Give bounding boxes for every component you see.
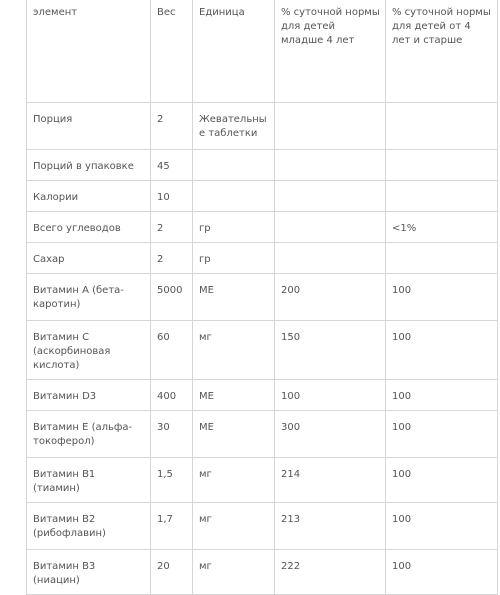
table-cell: 2	[151, 212, 193, 243]
table-cell: Витамин В3 (ниацин)	[27, 550, 151, 595]
table-cell: Порция	[27, 103, 151, 150]
table-cell: МЕ	[193, 274, 275, 321]
table-cell: мг	[193, 458, 275, 503]
table-cell: 20	[151, 550, 193, 595]
table-cell: 100	[386, 503, 498, 550]
table-cell	[275, 243, 386, 274]
table-cell: 200	[275, 274, 386, 321]
table-cell: Порций в упаковке	[27, 150, 151, 181]
table-row	[27, 503, 498, 550]
table-cell: МЕ	[193, 380, 275, 411]
table-cell: 45	[151, 150, 193, 181]
table-cell: 300	[275, 411, 386, 458]
table-header-row	[27, 0, 498, 103]
header-cell-unit: Единица	[193, 0, 275, 103]
table-cell: 100	[275, 380, 386, 411]
table-cell: 100	[386, 550, 498, 595]
table-cell: 100	[386, 321, 498, 380]
table-cell: 214	[275, 458, 386, 503]
table-cell: 213	[275, 503, 386, 550]
table-cell	[275, 150, 386, 181]
table-cell: 100	[386, 380, 498, 411]
header-cell-daily-4-and-older: % суточной нормы для детей от 4 лет и старше	[386, 0, 498, 103]
table-row	[27, 458, 498, 503]
header-cell-weight: Вес	[151, 0, 193, 103]
table-cell: 100	[386, 411, 498, 458]
table-cell: 2	[151, 243, 193, 274]
table-cell	[193, 150, 275, 181]
table-cell: МЕ	[193, 411, 275, 458]
table-row	[27, 321, 498, 380]
table-cell: <1%	[386, 212, 498, 243]
table-cell	[386, 103, 498, 150]
table-row	[27, 550, 498, 595]
table-cell: Всего углеводов	[27, 212, 151, 243]
nutrition-table	[26, 0, 498, 595]
table-cell: гр	[193, 212, 275, 243]
table-cell: Жевательные таблетки	[193, 103, 275, 150]
table-row	[27, 274, 498, 321]
table-row	[27, 212, 498, 243]
table-cell: мг	[193, 550, 275, 595]
table-cell: мг	[193, 503, 275, 550]
table-cell: 1,7	[151, 503, 193, 550]
table-cell	[193, 181, 275, 212]
table-cell: 1,5	[151, 458, 193, 503]
table-cell: мг	[193, 321, 275, 380]
header-cell-daily-under-4: % суточной нормы для детей младше 4 лет	[275, 0, 386, 103]
table-cell: 100	[386, 274, 498, 321]
table-row	[27, 103, 498, 150]
table-cell: Калории	[27, 181, 151, 212]
table-cell: 100	[386, 458, 498, 503]
table-cell: Витамин Е (альфа-токоферол)	[27, 411, 151, 458]
table-row	[27, 380, 498, 411]
table-cell: 60	[151, 321, 193, 380]
table-cell: Сахар	[27, 243, 151, 274]
table-cell: Витамин С (аскорбиновая кислота)	[27, 321, 151, 380]
table-cell	[275, 181, 386, 212]
table-cell: 10	[151, 181, 193, 212]
table-cell: Витамин В1 (тиамин)	[27, 458, 151, 503]
table-cell: 222	[275, 550, 386, 595]
table-cell	[386, 181, 498, 212]
table-row	[27, 150, 498, 181]
table-cell: Витамин В2 (рибофлавин)	[27, 503, 151, 550]
table-cell: 150	[275, 321, 386, 380]
table-cell: Витамин А (бета-каротин)	[27, 274, 151, 321]
table-row	[27, 181, 498, 212]
table-cell	[275, 212, 386, 243]
table-row	[27, 243, 498, 274]
table-cell: 30	[151, 411, 193, 458]
table-row	[27, 411, 498, 458]
table-cell	[386, 150, 498, 181]
header-cell-element: элемент	[27, 0, 151, 103]
table-cell	[275, 103, 386, 150]
table-cell: 5000	[151, 274, 193, 321]
table-cell: гр	[193, 243, 275, 274]
table-cell: 2	[151, 103, 193, 150]
table-cell: 400	[151, 380, 193, 411]
table-cell: Витамин D3	[27, 380, 151, 411]
table-cell	[386, 243, 498, 274]
